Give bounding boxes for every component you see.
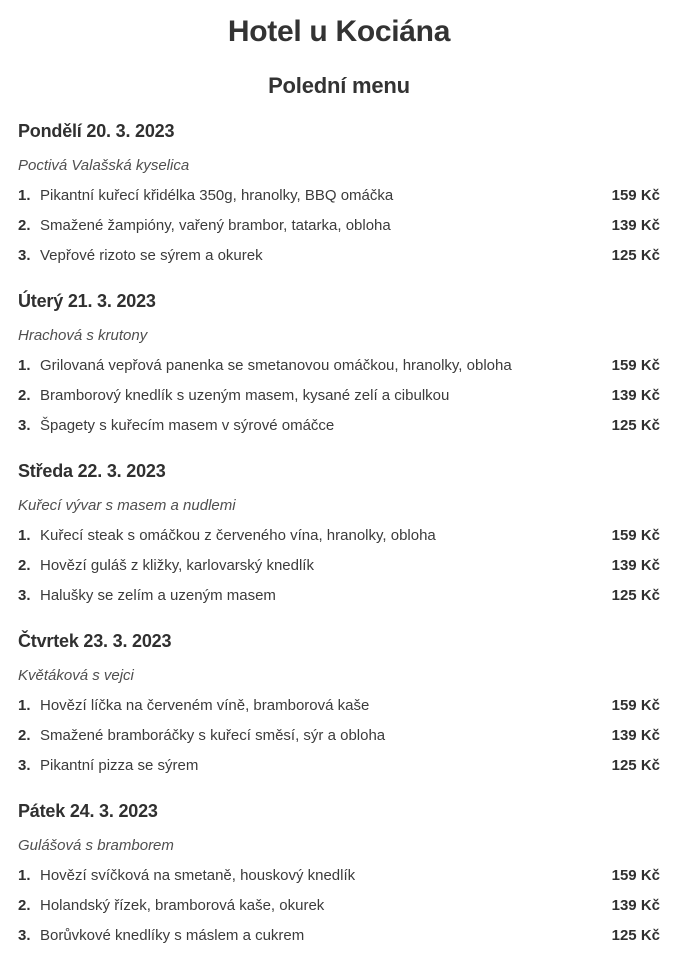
menu-item-row (18, 720, 660, 750)
item-price: 125 Kč (611, 246, 660, 264)
item-price: 125 Kč (611, 756, 660, 774)
item-price: 159 Kč (611, 186, 660, 204)
item-name: Hovězí líčka na červeném víně, bramborová kaše (40, 696, 370, 714)
day-heading: Pondělí 20. 3. 2023 (18, 121, 175, 141)
item-name: Smažené bramboráčky s kuřecí směsí, sýr a obloha (40, 726, 386, 744)
page-subtitle: Polední menu (268, 73, 410, 98)
item-name: Holandský řízek, bramborová kaše, okurek (40, 896, 325, 914)
day-section (18, 290, 660, 440)
item-price: 125 Kč (611, 586, 660, 604)
item-number: 3. (18, 926, 31, 944)
item-number: 1. (18, 186, 31, 204)
item-number: 1. (18, 526, 31, 544)
item-price: 139 Kč (611, 896, 660, 914)
item-number: 2. (18, 726, 31, 744)
soup-name: Kuřecí vývar s masem a nudlemi (18, 497, 236, 514)
menu-item-row (18, 750, 660, 780)
item-number: 3. (18, 586, 31, 604)
day-heading: Pátek 24. 3. 2023 (18, 801, 158, 821)
item-name: Borůvkové knedlíky s máslem a cukrem (40, 926, 305, 944)
day-items (18, 860, 660, 950)
item-name: Pikantní kuřecí křidélka 350g, hranolky, BBQ omáčka (40, 186, 394, 204)
menu-item-row (18, 240, 660, 270)
item-number: 1. (18, 696, 31, 714)
day-items (18, 690, 660, 780)
item-name: Vepřové rizoto se sýrem a okurek (40, 246, 263, 264)
menu-item-row (18, 690, 660, 720)
item-number: 3. (18, 246, 31, 264)
soup-name: Gulášová s bramborem (18, 837, 174, 854)
menu-item-row (18, 580, 660, 610)
item-price: 159 Kč (611, 526, 660, 544)
item-number: 2. (18, 896, 31, 914)
day-heading: Středa 22. 3. 2023 (18, 461, 166, 481)
soup-name: Hrachová s krutony (18, 327, 148, 344)
day-items (18, 350, 660, 440)
item-name: Smažené žampióny, vařený brambor, tatarka, obloha (40, 216, 391, 234)
menu-item-row (18, 410, 660, 440)
item-name: Hovězí svíčková na smetaně, houskový knedlík (40, 866, 356, 884)
page-title: Hotel u Kociána (227, 15, 451, 48)
day-items (18, 520, 660, 610)
menu-item-row (18, 180, 660, 210)
item-number: 1. (18, 866, 31, 884)
menu-item-row (18, 890, 660, 920)
item-number: 2. (18, 556, 31, 574)
item-name: Halušky se zelím a uzeným masem (40, 586, 276, 604)
item-price: 125 Kč (611, 416, 660, 434)
day-heading: Čtvrtek 23. 3. 2023 (18, 631, 172, 651)
menu-item-row (18, 920, 660, 950)
item-price: 159 Kč (611, 356, 660, 374)
item-price: 139 Kč (611, 726, 660, 744)
item-price: 139 Kč (611, 556, 660, 574)
menu-item-row (18, 380, 660, 410)
item-number: 1. (18, 356, 31, 374)
day-heading: Úterý 21. 3. 2023 (18, 291, 156, 311)
item-number: 3. (18, 756, 31, 774)
item-name: Hovězí guláš z kližky, karlovarský knedlík (40, 556, 314, 574)
day-items (18, 180, 660, 270)
soup-name: Květáková s vejci (18, 667, 134, 684)
item-price: 125 Kč (611, 926, 660, 944)
item-price: 159 Kč (611, 866, 660, 884)
item-price: 139 Kč (611, 216, 660, 234)
item-price: 159 Kč (611, 696, 660, 714)
menu-item-row (18, 860, 660, 890)
item-name: Kuřecí steak s omáčkou z červeného vína, hranolky, obloha (40, 526, 436, 544)
item-number: 2. (18, 216, 31, 234)
item-name: Bramborový knedlík s uzeným masem, kysané zelí a cibulkou (40, 386, 450, 404)
menu-item-row (18, 350, 660, 380)
item-price: 139 Kč (611, 386, 660, 404)
menu-item-row (18, 550, 660, 580)
day-section (18, 120, 660, 270)
soup-name: Poctivá Valašská kyselica (18, 157, 190, 174)
menu-item-row (18, 210, 660, 240)
menu-item-row (18, 520, 660, 550)
item-name: Špagety s kuřecím masem v sýrové omáčce (40, 416, 335, 434)
item-number: 2. (18, 386, 31, 404)
menu-days (18, 120, 660, 950)
item-number: 3. (18, 416, 31, 434)
item-name: Grilovaná vepřová panenka se smetanovou omáčkou, hranolky, obloha (40, 356, 512, 374)
day-section (18, 460, 660, 610)
item-name: Pikantní pizza se sýrem (40, 756, 199, 774)
day-section (18, 800, 660, 950)
day-section (18, 630, 660, 780)
